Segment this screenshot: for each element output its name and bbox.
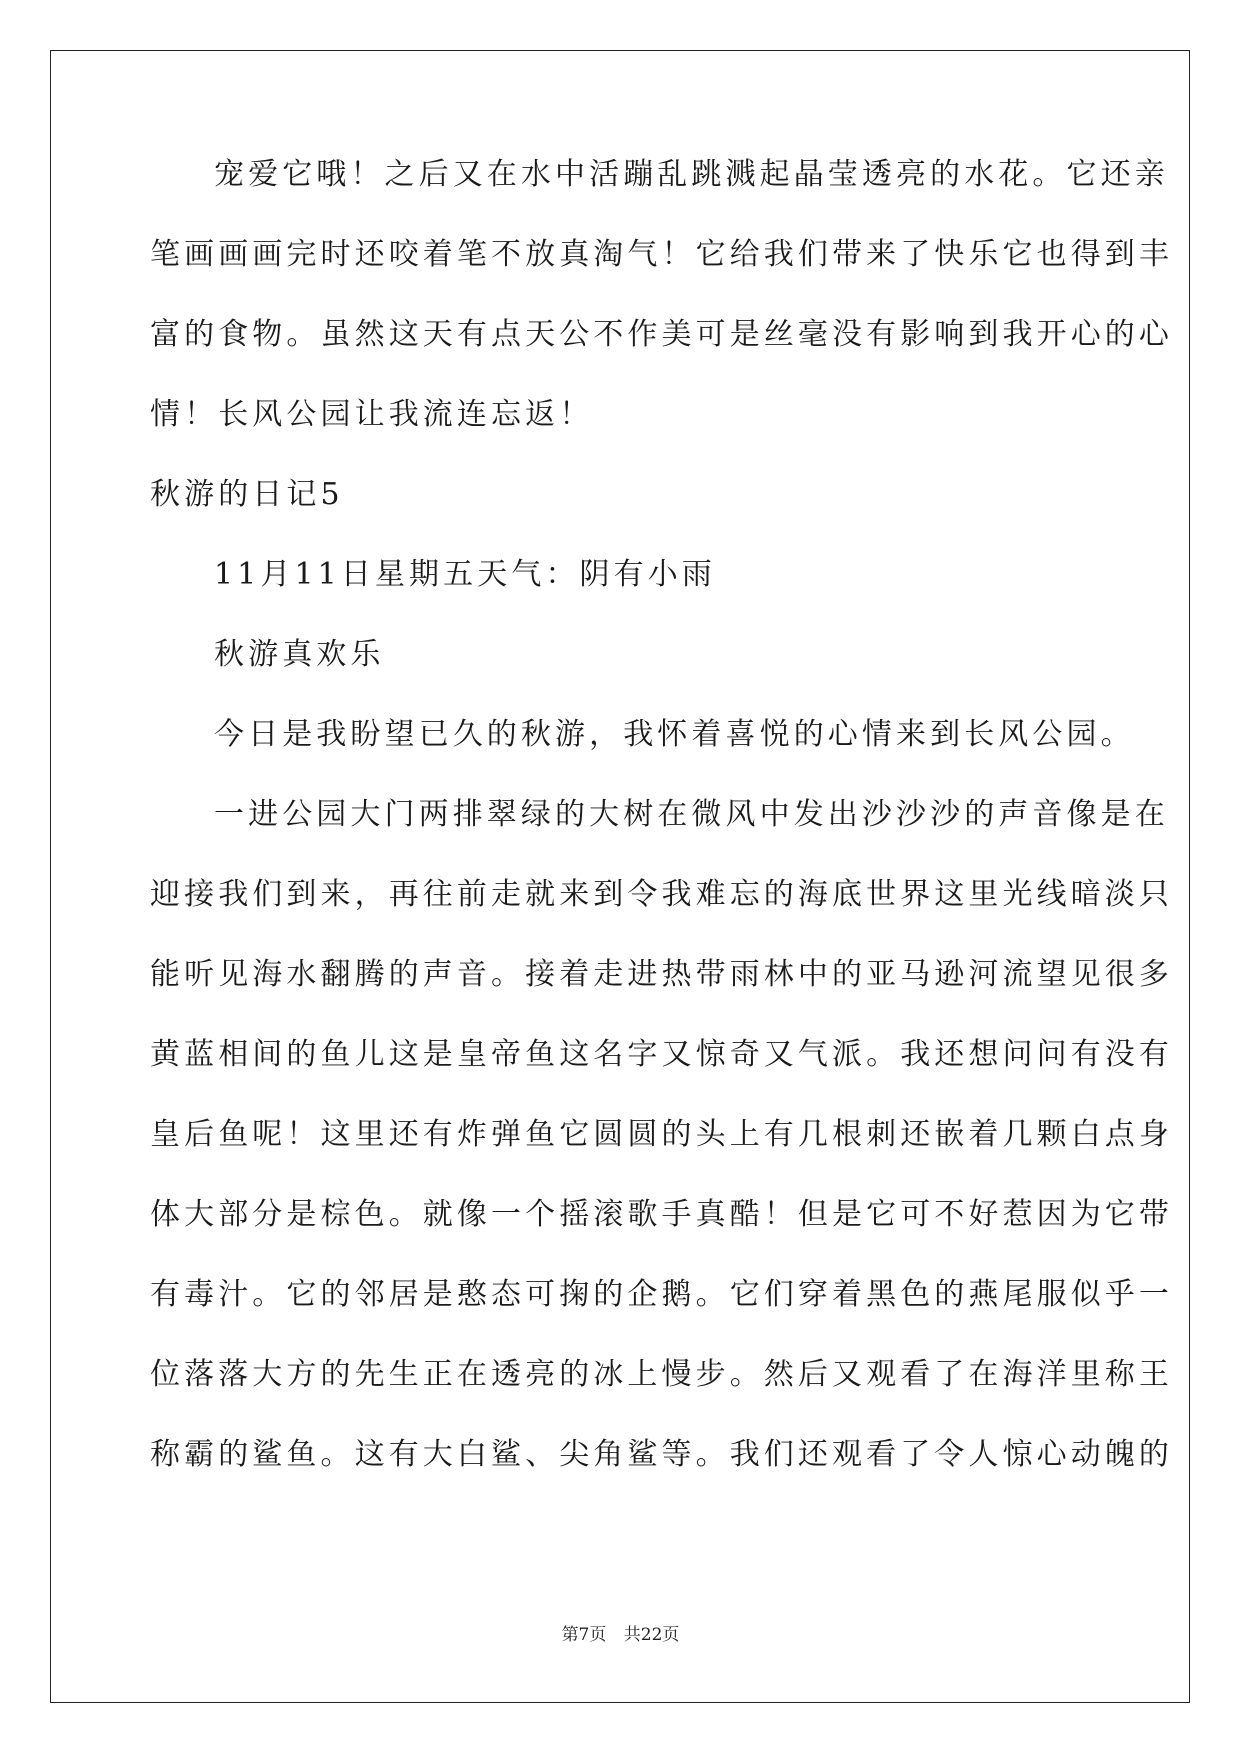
page-number: 第7页 [561, 1625, 607, 1645]
text-line: 笔画画画完时还咬着笔不放真淘气！它给我们带来了快乐它也得到丰 [150, 237, 1173, 272]
diary-title: 秋游真欢乐 [214, 637, 385, 672]
text-line: 富的食物。虽然这天有点天公不作美可是丝毫没有影响到我开心的心 [150, 317, 1173, 352]
text-line: 皇后鱼呢！这里还有炸弹鱼它圆圆的头上有几根刺还嵌着几颗白点身 [150, 1117, 1173, 1152]
text-line: 称霸的鲨鱼。这有大白鲨、尖角鲨等。我们还观看了令人惊心动魄的 [150, 1437, 1173, 1472]
text-line: 有毒汁。它的邻居是憨态可掬的企鹅。它们穿着黑色的燕尾服似乎一 [150, 1277, 1173, 1312]
diary-date-line: 11月11日星期五天气：阴有小雨 [214, 557, 716, 592]
text-line: 体大部分是棕色。就像一个摇滚歌手真酷！但是它可不好惹因为它带 [150, 1197, 1173, 1232]
text-line: 一进公园大门两排翠绿的大树在微风中发出沙沙沙的声音像是在 [214, 797, 1169, 832]
page-footer [0, 1620, 1241, 1645]
text-line: 迎接我们到来，再往前走就来到令我难忘的海底世界这里光线暗淡只 [150, 877, 1173, 912]
text-line: 宠爱它哦！之后又在水中活蹦乱跳溅起晶莹透亮的水花。它还亲 [214, 157, 1169, 192]
text-line: 位落落大方的先生正在透亮的冰上慢步。然后又观看了在海洋里称王 [150, 1357, 1173, 1392]
text-line: 能听见海水翻腾的声音。接着走进热带雨林中的亚马逊河流望见很多 [150, 957, 1173, 992]
page-total: 共22页 [623, 1625, 680, 1645]
text-line: 黄蓝相间的鱼儿这是皇帝鱼这名字又惊奇又气派。我还想问问有没有 [150, 1037, 1173, 1072]
text-line: 今日是我盼望已久的秋游，我怀着喜悦的心情来到长风公园。 [214, 717, 1135, 752]
text-line: 情！长风公园让我流连忘返！ [150, 397, 594, 432]
section-heading: 秋游的日记5 [150, 477, 344, 512]
